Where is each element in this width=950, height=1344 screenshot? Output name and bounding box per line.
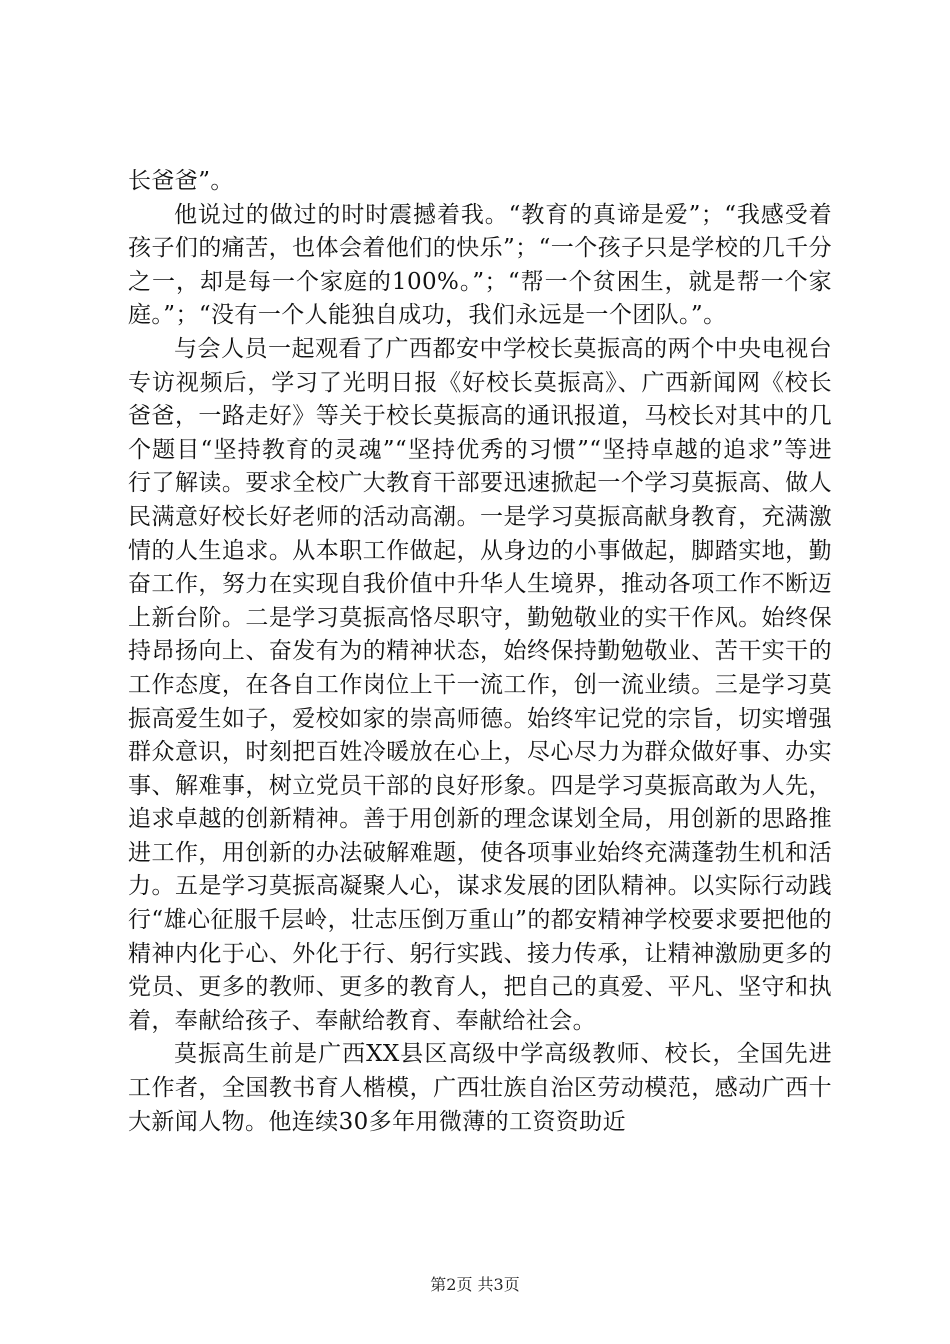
paragraph-quotes: 他说过的做过的时时震撼着我。“教育的真谛是爱”；“我感受着孩子们的痛苦，也体会着他们的快乐”；“一个孩子只是学校的几千分之一，却是每一个家庭的100%。”；“帮一个贫困生，就是帮一个家庭。”；“没有一个人能独自成功，我们永远是一个团队。”。	[128, 201, 832, 329]
paragraph-meeting-summary: 与会人员一起观看了广西都安中学校长莫振高的两个中央电视台专访视频后，学习了光明日报《好校长莫振高》、广西新闻网《校长爸爸，一路走好》等关于校长莫振高的通讯报道，马校长对其中的几个题目“坚持教育的灵魂”“坚持优秀的习惯”“坚持卓越的追求”等进行了解读。要求全校广大教育干部要迅速掀起一个学习莫振高、做人民满意好校长好老师的活动高潮。一是学习莫振高献身教育，充满激情的人生追求。从本职工作做起，从身边的小事做起，脚踏实地，勤奋工作，努力在实现自我价值中升华人生境界，推动各项工作不断迈上新台阶。二是学习莫振高恪尽职守，勤勉敬业的实干作风。始终保持昂扬向上、奋发有为的精神状态，始终保持勤勉敬业、苦干实干的工作态度，在各自工作岗位上干一流工作，创一流业绩。三是学习莫振高爱生如子，爱校如家的崇高师德。始终牢记党的宗旨，切实增强群众意识，时刻把百姓冷暖放在心上，尽心尽力为群众做好事、办实事、解难事，树立党员干部的良好形象。四是学习莫振高敢为人先，追求卓越的创新精神。善于用创新的理念谋划全局，用创新的思路推进工作，用创新的办法破解难题，使各项事业始终充满蓬勃生机和活力。五是学习莫振高凝聚人心，谋求发展的团队精神。以实际行动践行“雄心征服千层岭，壮志压倒万重山”的都安精神学校要求要把他的精神内化于心、外化于行、躬行实践、接力传承，让精神激励更多的党员、更多的教师、更多的教育人，把自己的真爱、平凡、坚守和执着，奉献给孩子、奉献给教育、奉献给社会。	[128, 335, 832, 1034]
paragraph-biography: 莫振高生前是广西XX县区高级中学高级教师、校长，全国先进工作者，全国教书育人楷模，广西壮族自治区劳动模范，感动广西十大新闻人物。他连续30多年用微薄的工资资助近	[128, 1041, 832, 1135]
paragraph-continuation: 长爸爸”。	[128, 168, 234, 194]
page-number-footer: 第2页 共3页	[430, 1275, 520, 1294]
body-text	[128, 165, 832, 1139]
